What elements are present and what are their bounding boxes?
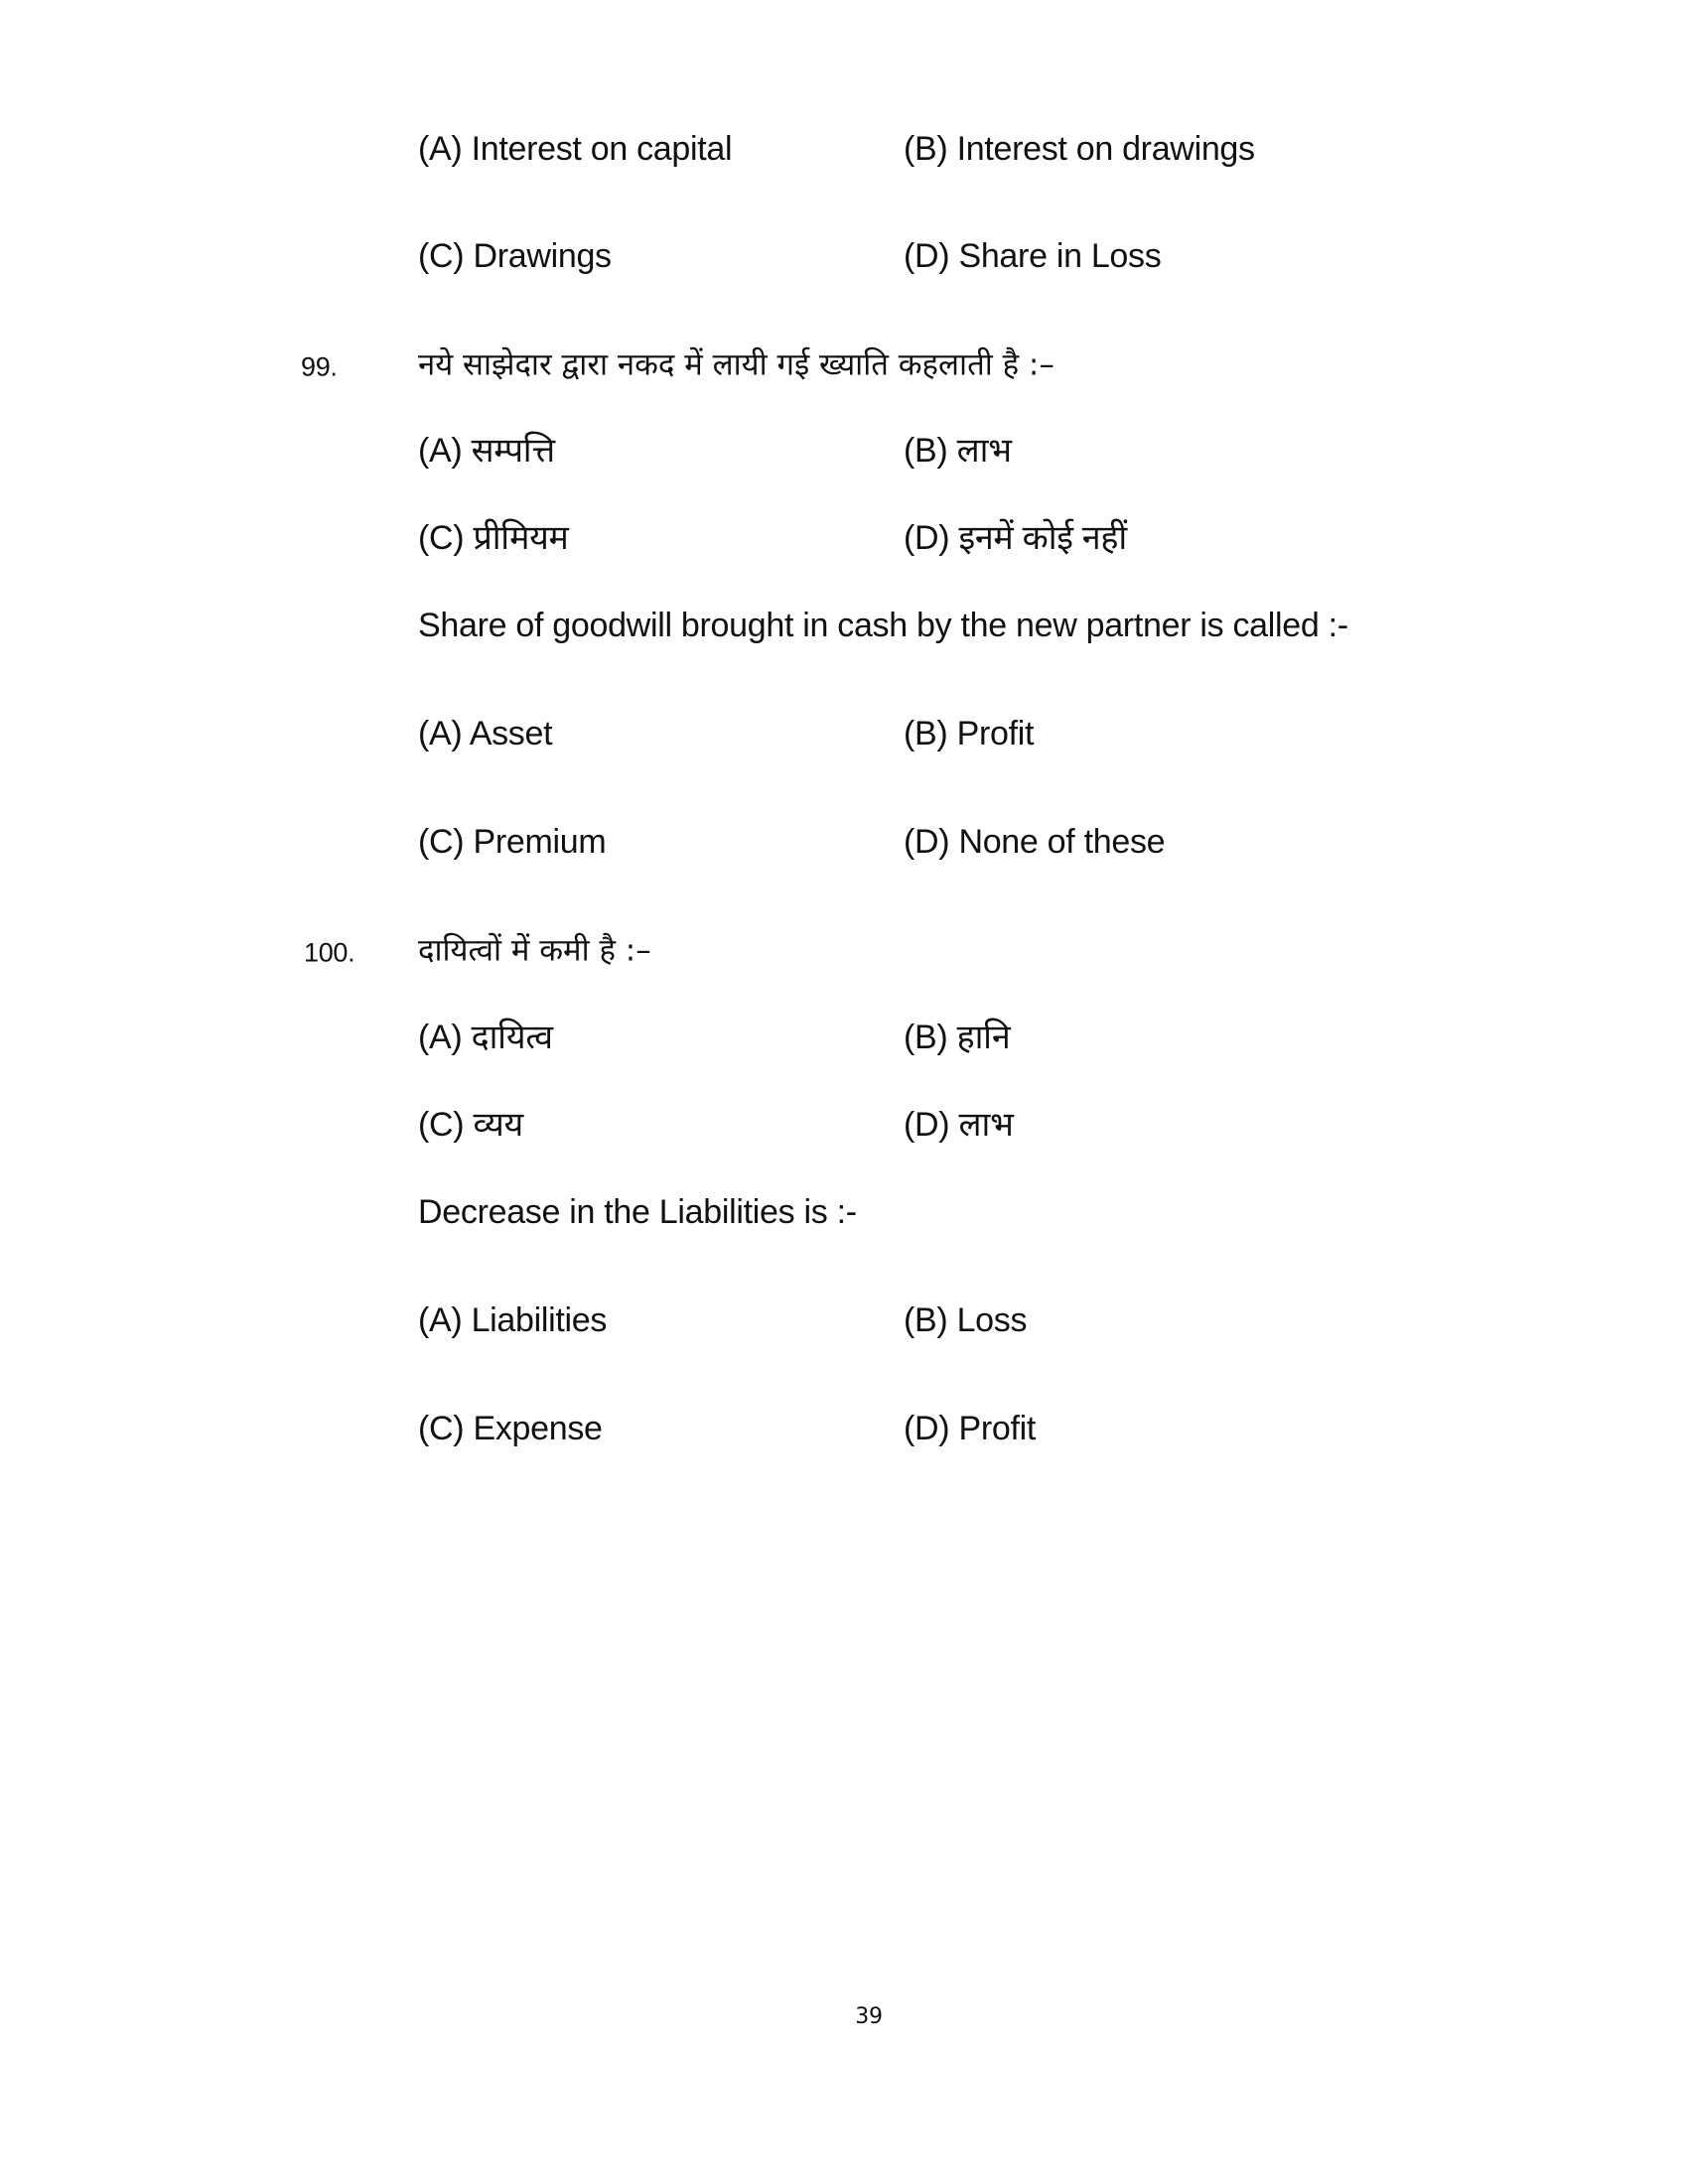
question-text-english: Share of goodwill brought in cash by the new partner is called :-	[418, 607, 1348, 644]
option-a-english: (A) Liabilities	[418, 1301, 608, 1339]
question-text-hindi: दायित्वों में कमी है :–	[418, 932, 651, 969]
option-d-hindi	[904, 1108, 1014, 1142]
option-b-english: (B) Loss	[904, 1301, 1028, 1339]
option-label: (A) सम्पत्ति	[418, 432, 555, 470]
option-b-english: (B) Profit	[904, 715, 1035, 752]
option-d-english: (D) Profit	[904, 1410, 1037, 1447]
option-c-english: (C) Expense	[418, 1410, 603, 1447]
option-label: (C) व्यय	[418, 1106, 523, 1144]
option-a-hindi	[418, 434, 555, 468]
option-label: (C) प्रीमियम	[418, 519, 569, 557]
option-c-hindi	[418, 1108, 523, 1142]
page-number: 39	[855, 2004, 883, 2029]
option-b: (B) Interest on drawings	[904, 130, 1255, 168]
option-a-english: (A) Asset	[418, 715, 553, 752]
option-c: (C) Drawings	[418, 237, 612, 275]
question-number: 99.	[301, 351, 338, 382]
option-d-english: (D) None of these	[904, 823, 1166, 861]
question-number: 100.	[304, 937, 355, 968]
option-a-hindi	[418, 1021, 553, 1054]
question-text-english: Decrease in the Liabilities is :-	[418, 1193, 857, 1231]
option-label: (B) लाभ	[904, 432, 1012, 470]
option-c-hindi	[418, 521, 569, 555]
option-d-hindi	[904, 521, 1127, 555]
option-b-hindi	[904, 1021, 1011, 1054]
question-text-hindi: नये साझेदार द्वारा नकद में लायी गई ख्याति कहलाती है :–	[418, 346, 1055, 383]
option-b-hindi	[904, 434, 1012, 468]
option-label: (D) इनमें कोई नहीं	[904, 519, 1127, 557]
option-label: (A) दायित्व	[418, 1019, 553, 1056]
option-label: (D) लाभ	[904, 1106, 1014, 1144]
option-a: (A) Interest on capital	[418, 130, 733, 168]
option-label: (B) हानि	[904, 1019, 1011, 1056]
option-c-english: (C) Premium	[418, 823, 607, 861]
option-d: (D) Share in Loss	[904, 237, 1162, 275]
